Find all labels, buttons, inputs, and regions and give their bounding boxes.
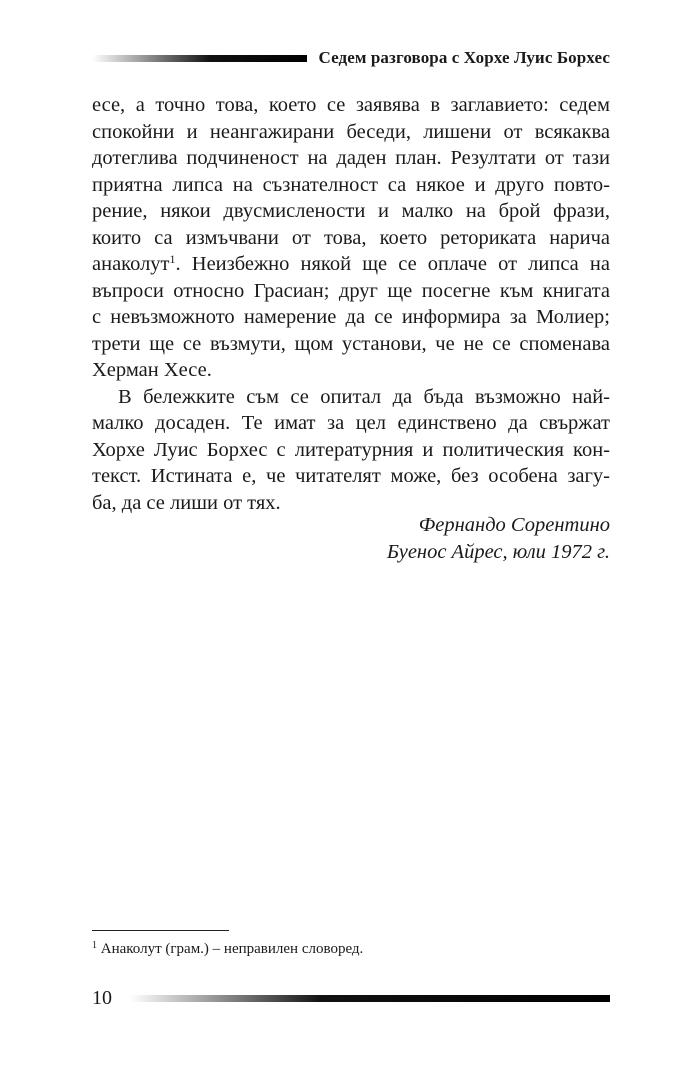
footnote bbox=[92, 939, 363, 959]
text-line: В бележките съм се опитал да бъда възможно най- bbox=[118, 385, 610, 408]
running-header bbox=[92, 44, 610, 72]
footnote-text: Анаколут (грам.) – неправилен словоред. bbox=[97, 941, 364, 957]
text-line: с невъзможното намерение да се информира за Молиер; bbox=[92, 306, 610, 328]
body-text bbox=[92, 92, 610, 516]
footer-rule bbox=[130, 995, 610, 1002]
page-number: 10 bbox=[92, 986, 112, 1009]
page-footer bbox=[92, 984, 610, 1012]
text-fragment: . Неизбежно някой ще се оплаче от липса на bbox=[175, 253, 610, 275]
text-line-with-footnote bbox=[92, 251, 610, 278]
text-line: текст. Истината е, че читателят може, без особена загу- bbox=[92, 465, 610, 487]
text-line: приятна липса на съзнателност са някое и друго повто- bbox=[92, 173, 610, 196]
text-line: които са измъчвани от това, което реториката нарича bbox=[92, 226, 610, 249]
text-line: Хорхе Луис Борхес с литературния и политическия кон- bbox=[92, 438, 610, 461]
footnote-separator bbox=[92, 930, 229, 931]
text-line: малко досаден. Те имат за цел единствено да свържат bbox=[92, 412, 610, 434]
paragraph-2 bbox=[92, 384, 610, 517]
text-fragment: анаколут bbox=[92, 253, 170, 275]
text-line: въпроси относно Грасиан; друг ще посегне към книгата bbox=[92, 279, 610, 302]
author-name: Фернандо Сорентино bbox=[418, 514, 610, 536]
paragraph-1 bbox=[92, 92, 610, 384]
footnote-mark: 1 bbox=[92, 940, 97, 951]
text-line: Херман Хесе. bbox=[92, 359, 212, 381]
running-title: Седем разговора с Хорхе Луис Борхес bbox=[318, 48, 610, 67]
text-line: дотеглива подчиненост на даден план. Резултати от тази bbox=[92, 147, 610, 169]
signature-block bbox=[387, 512, 610, 566]
text-line: рение, някои двусмислености и малко на брой фрази, bbox=[92, 200, 610, 222]
text-line: есе, а точно това, което се заявява в заглавието: седем bbox=[92, 94, 610, 116]
text-line: трети ще се възмути, щом установи, че не се споменава bbox=[92, 332, 610, 355]
text-line: спокойни и неангажирани беседи, лишени от всякаква bbox=[92, 120, 610, 143]
header-rule bbox=[92, 55, 307, 62]
footnote-reference[interactable]: 1 bbox=[169, 252, 176, 266]
text-line: ба, да се лиши от тях. bbox=[92, 491, 281, 514]
place-date: Буенос Айрес, юли 1972 г. bbox=[386, 541, 610, 563]
